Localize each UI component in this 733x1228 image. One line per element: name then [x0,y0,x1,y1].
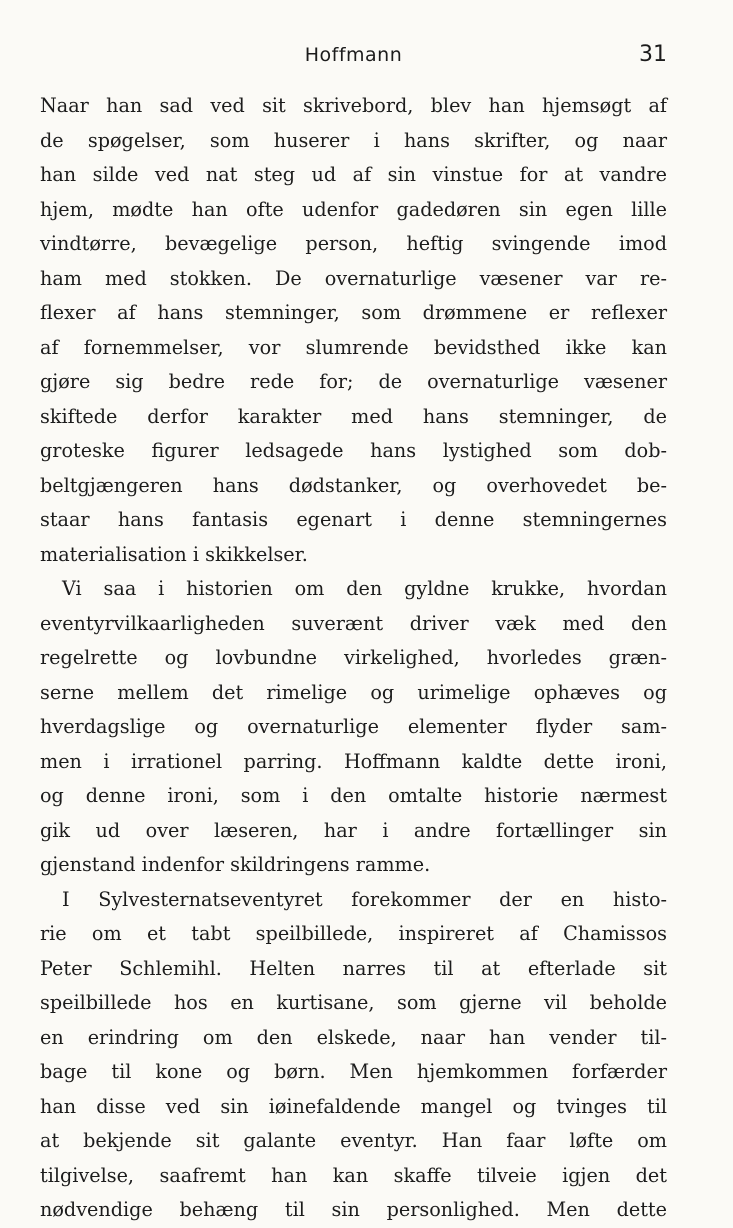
text-line: Peter Schlemihl. Helten narres til at efterlade sit [40,956,667,980]
text-line: de spøgelser, som huserer i hans skrifter, og naar [40,128,667,152]
text-line: tilgivelse, saafremt han kan skaffe tilveie igjen det [40,1163,667,1187]
text-line: staar hans fantasis egenart i denne stemningernes [40,508,667,531]
text-line: Naar han sad ved sit skrivebord, blev han hjemsøgt af [40,94,667,117]
text-line: serne mellem det rimelige og urimelige ophæves og [40,680,667,704]
text-line: gik ud over læseren, har i andre fortællinger sin [40,818,667,842]
text-line: flexer af hans stemninger, som drømmene er reflexer [40,301,667,324]
text-line: gjøre sig bedre rede for; de overnaturlige væsener [40,370,667,393]
text-line: bage til kone og børn. Men hjemkommen forfærder [40,1060,667,1083]
text-line: hverdagslige og overnaturlige elementer flyder sam- [40,715,667,738]
running-title: Hoffmann [304,44,403,66]
paragraph-start-line: I Sylvesternatseventyret forekommer der en histo- [62,887,667,911]
paragraph-start-line: Vi saa i historien om den gyldne krukke, hvordan [62,577,667,600]
paragraph-end-line: gjenstand indenfor skildringens ramme. [40,853,431,876]
page-number: 31 [639,42,667,67]
text-line: men i irrationel parring. Hoffmann kaldte dette ironi, [40,749,667,773]
text-line: skiftede derfor karakter med hans stemninger, de [40,404,667,428]
text-line: eventyrvilkaarligheden suverænt driver væk med den [40,611,667,635]
text-line: rie om et tabt speilbillede, inspireret af Chamissos [40,922,667,945]
text-line: nødvendige behæng til sin personlighed. Men dette [40,1198,667,1221]
text-line: ham med stokken. De overnaturlige væsener var re- [40,266,667,290]
text-line: groteske figurer ledsagede hans lystighed som dob- [40,439,667,462]
text-line: han silde ved nat steg ud af sin vinstue for at vandre [40,163,667,186]
text-line: af fornemmelser, vor slumrende bevidsthed ikke kan [40,335,667,359]
text-line: og denne ironi, som i den omtalte historie nærmest [40,784,667,807]
text-line: beltgjængeren hans dødstanker, og overhovedet be- [40,473,667,497]
text-line: at bekjende sit galante eventyr. Han faar løfte om [40,1129,667,1152]
text-line: han disse ved sin iøinefaldende mangel og tvinges til [40,1094,667,1118]
body-text [40,89,667,1228]
text-line: vindtørre, bevægelige person, heftig svingende imod [40,232,667,255]
text-line: hjem, mødte han ofte udenfor gadedøren sin egen lille [40,197,667,221]
text-line: regelrette og lovbundne virkelighed, hvorledes græn- [40,646,667,669]
page-header [40,44,667,74]
paragraph-end-line: materialisation i skikkelser. [40,542,308,566]
text-line: en erindring om den elskede, naar han vender til- [40,1025,667,1049]
text-line: speilbillede hos en kurtisane, som gjerne vil beholde [40,991,667,1014]
